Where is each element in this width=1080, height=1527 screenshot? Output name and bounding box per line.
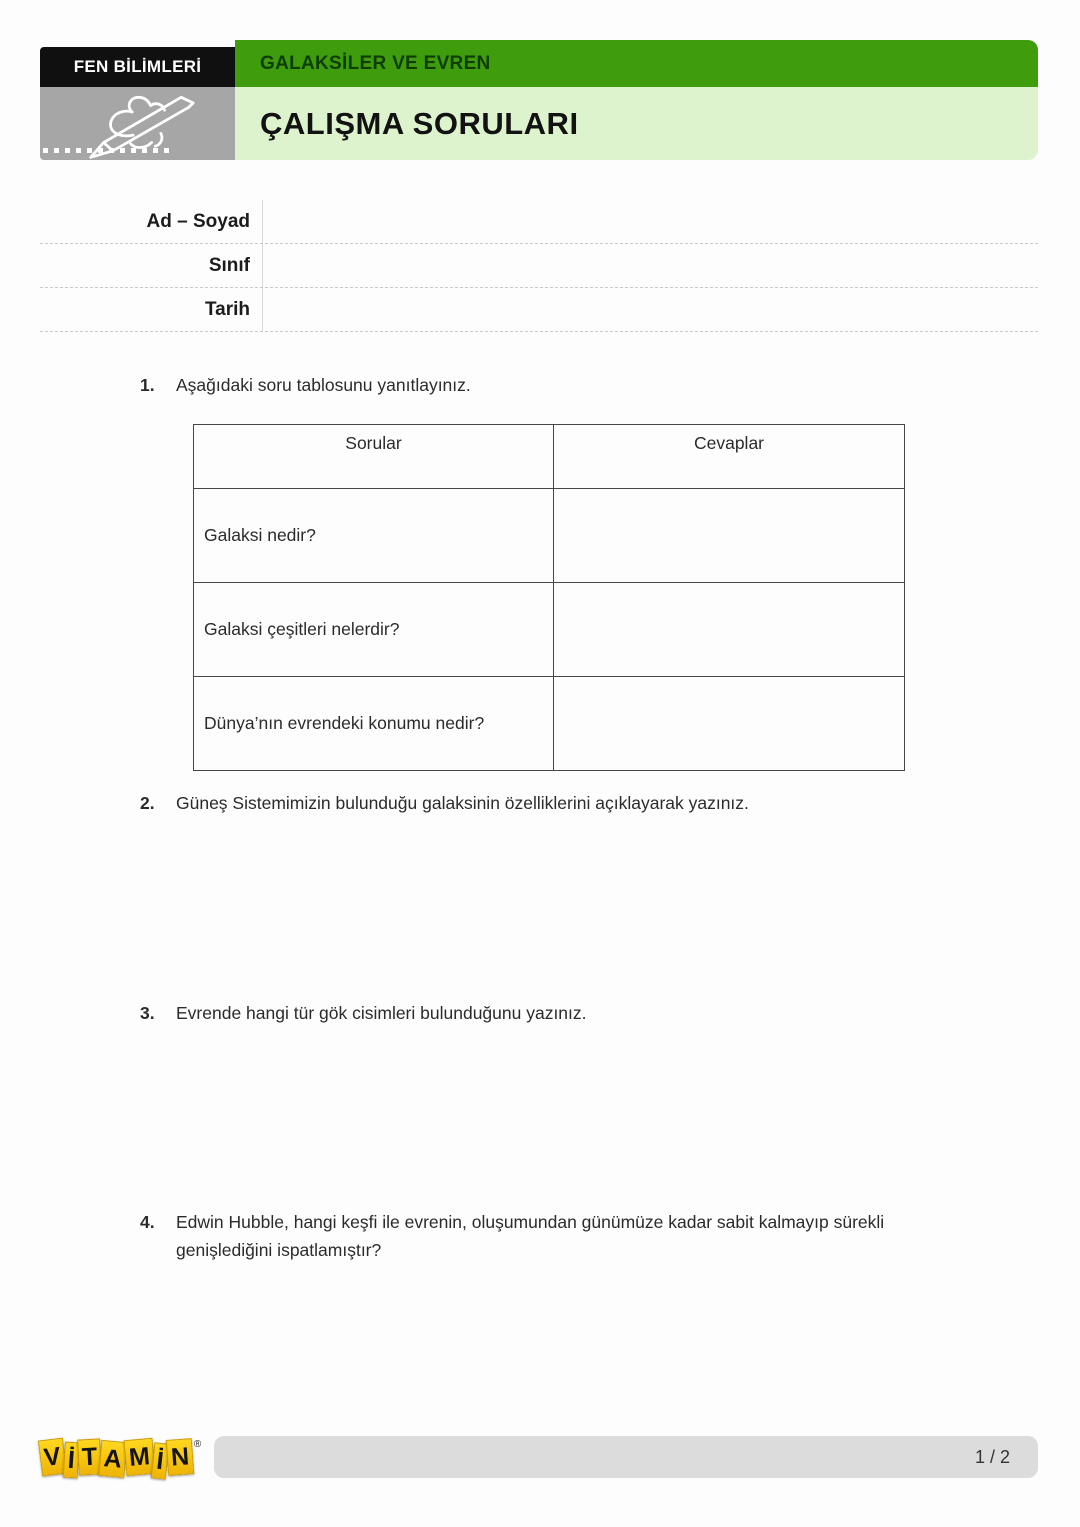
question-1-number: 1.	[140, 375, 155, 395]
date-field-blank	[262, 288, 1038, 331]
question-3-text: Evrende hangi tür gök cisimleri bulunduğunu yazınız.	[176, 1003, 587, 1023]
page-title: ÇALIŞMA SORULARI	[235, 87, 1038, 160]
student-info-form	[40, 200, 1038, 332]
class-field-blank	[262, 244, 1038, 287]
question-4	[140, 1208, 952, 1264]
logo-letter: İ	[151, 1442, 170, 1479]
question-2-text: Güneş Sistemimizin bulunduğu galaksinin özelliklerini açıklayarak yazınız.	[176, 793, 749, 813]
class-field-label: Sınıf	[208, 254, 250, 276]
table-answer-cell-blank	[554, 583, 905, 677]
table-answer-cell-blank	[554, 677, 905, 771]
question-4-text: Edwin Hubble, hangi keşfi ile evrenin, oluşumundan günümüze kadar sabit kalmayıp sürekli genişlediğini ispatlamıştır?	[176, 1212, 885, 1260]
subject-label: FEN BİLİMLERİ	[40, 47, 235, 87]
column-header-questions: Sorular	[194, 425, 554, 489]
table-header-row	[194, 425, 905, 489]
page-number: 1 / 2	[974, 1446, 1010, 1467]
pencil-box	[40, 87, 235, 160]
form-row-date	[40, 288, 1038, 332]
question-answer-table	[193, 424, 905, 771]
footer	[40, 1436, 1038, 1478]
table-answer-cell-blank	[554, 489, 905, 583]
topic-label: GALAKSİLER VE EVREN	[235, 40, 1038, 87]
logo-letter: İ	[62, 1442, 79, 1479]
question-3	[140, 999, 1010, 1027]
table-row	[194, 677, 905, 771]
table-row	[194, 489, 905, 583]
logo-letter: V	[38, 1438, 67, 1477]
header-top-row	[40, 40, 1038, 87]
page-number-bar	[214, 1436, 1038, 1478]
registered-trademark-icon: ®	[193, 1439, 202, 1450]
logo-letter: A	[98, 1440, 127, 1478]
table-question-cell: Dünya’nın evrendeki konumu nedir?	[194, 677, 554, 771]
question-4-number: 4.	[140, 1212, 155, 1232]
logo-letter: M	[123, 1438, 155, 1476]
header-banner	[40, 40, 1038, 160]
table-question-cell: Galaksi çeşitleri nelerdir?	[194, 583, 554, 677]
question-2-number: 2.	[140, 793, 155, 813]
logo-letter: T	[77, 1438, 102, 1475]
question-3-number: 3.	[140, 1003, 155, 1023]
date-field-label: Tarih	[204, 298, 250, 320]
form-row-class	[40, 244, 1038, 288]
question-1-text: Aşağıdaki soru tablosunu yanıtlayınız.	[176, 375, 471, 395]
name-field-blank	[262, 200, 1038, 243]
dotted-trail-decoration	[43, 148, 171, 153]
form-row-name	[40, 200, 1038, 244]
column-header-answers: Cevaplar	[554, 425, 905, 489]
table-row	[194, 583, 905, 677]
name-field-label: Ad – Soyad	[146, 210, 250, 232]
question-2	[140, 789, 1010, 817]
table-question-cell: Galaksi nedir?	[194, 489, 554, 583]
vitamin-logo	[40, 1436, 208, 1475]
header-bottom-row	[40, 87, 1038, 160]
logo-letter: N	[166, 1438, 195, 1476]
question-1	[140, 371, 1000, 399]
